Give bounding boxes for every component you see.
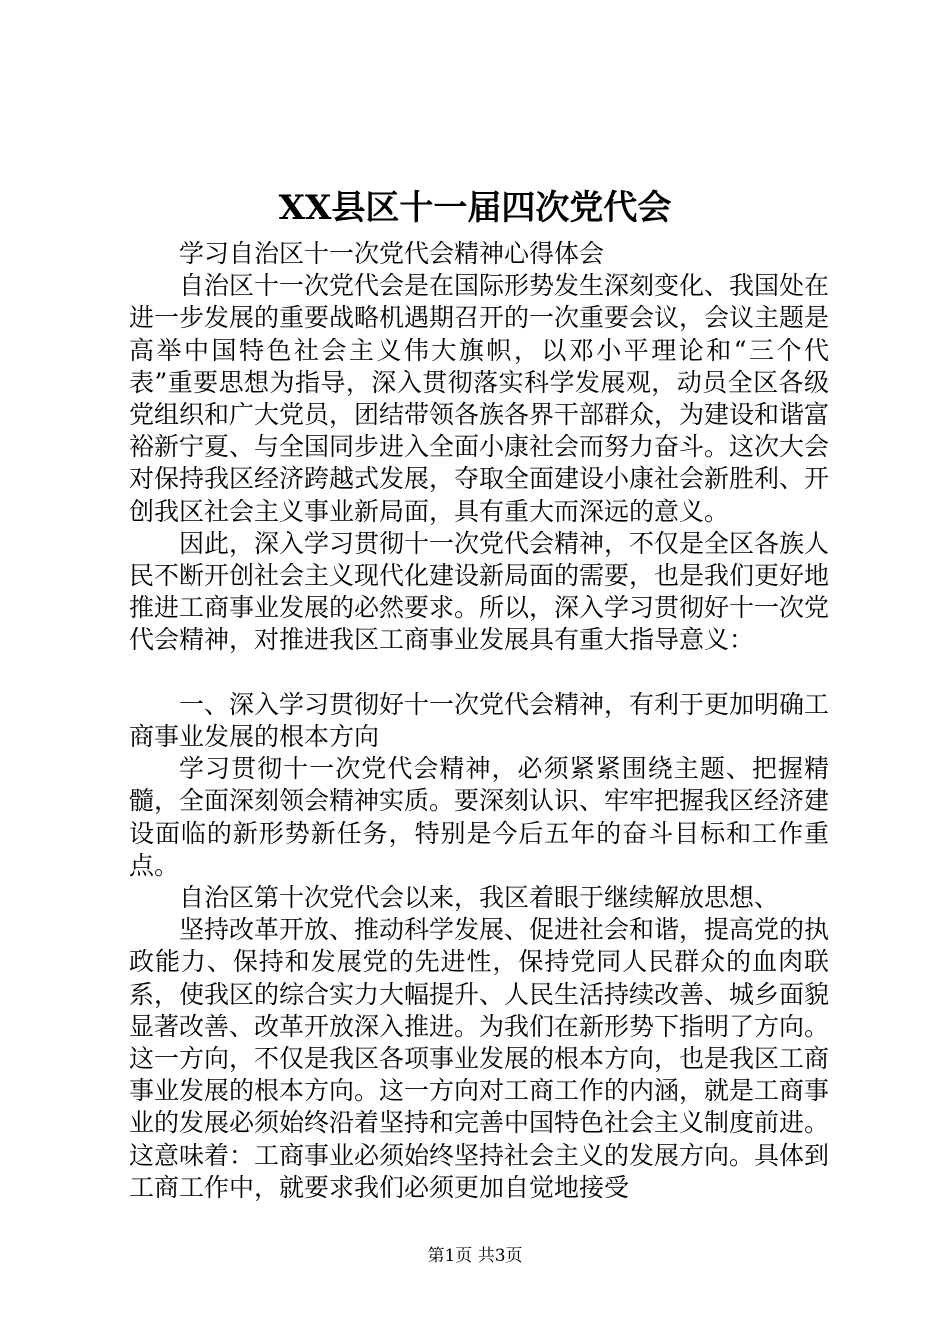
page-number: 第1页 共3页 [427, 1246, 523, 1266]
document-body [129, 238, 829, 1204]
body-paragraph-4: 自治区第十次党代会以来，我区着眼于继续解放思想、 [179, 883, 780, 913]
body-paragraph-2: 因此，深入学习贯彻十一次党代会精神，不仅是全区各族人民不断开创社会主义现代化建设新局面的需要，也是我们更好地推进工商事业发展的必然要求。所以，深入学习贯彻好十一次党代会精神，对推进我区工商事业发展具有重大指导意义： [129, 528, 830, 655]
body-paragraph-5: 坚持改革开放、推动科学发展、促进社会和谐，提高党的执政能力、保持和发展党的先进性，保持党同人民群众的血肉联系，使我区的综合实力大幅提升、人民生活持续改善、城乡面貌显著改善、改革开放深入推进。为我们在新形势下指明了方向。这一方向，不仅是我区各项事业发展的根本方向，也是我区工商事业发展的根本方向。这一方向对工商工作的内涵，就是工商事业的发展必须始终沿着坚持和完善中国特色社会主义制度前进。这意味着：工商事业必须始终坚持社会主义的发展方向。具体到工商工作中，就要求我们必须更加自觉地接受 [129, 915, 830, 1202]
body-paragraph-3: 学习贯彻十一次党代会精神，必须紧紧围绕主题、把握精髓，全面深刻领会精神实质。要深刻认识、牢牢把握我区经济建设面临的新形势新任务，特别是今后五年的奋斗目标和工作重点。 [129, 754, 830, 880]
body-paragraph-1: 自治区十一次党代会是在国际形势发生深刻变化、我国处在进一步发展的重要战略机遇期召开的一次重要会议，会议主题是高举中国特色社会主义伟大旗帜，以邓小平理论和“三个代表”重要思想为指导，深入贯彻落实科学发展观，动员全区各级党组织和广大党员，团结带领各族各界干部群众，为建设和谐富裕新宁夏、与全国同步进入全面小康社会而努力奋斗。这次大会对保持我区经济跨越式发展，夺取全面建设小康社会新胜利、开创我区社会主义事业新局面，具有重大而深远的意义。 [129, 271, 830, 526]
section-heading-1: 一、深入学习贯彻好十一次党代会精神，有利于更加明确工商事业发展的根本方向 [129, 689, 830, 752]
paragraph-spacer [129, 657, 829, 689]
document-title: XX县区十一届四次党代会 [278, 188, 672, 228]
subtitle-paragraph: 学习自治区十一次党代会精神心得体会 [179, 239, 605, 268]
